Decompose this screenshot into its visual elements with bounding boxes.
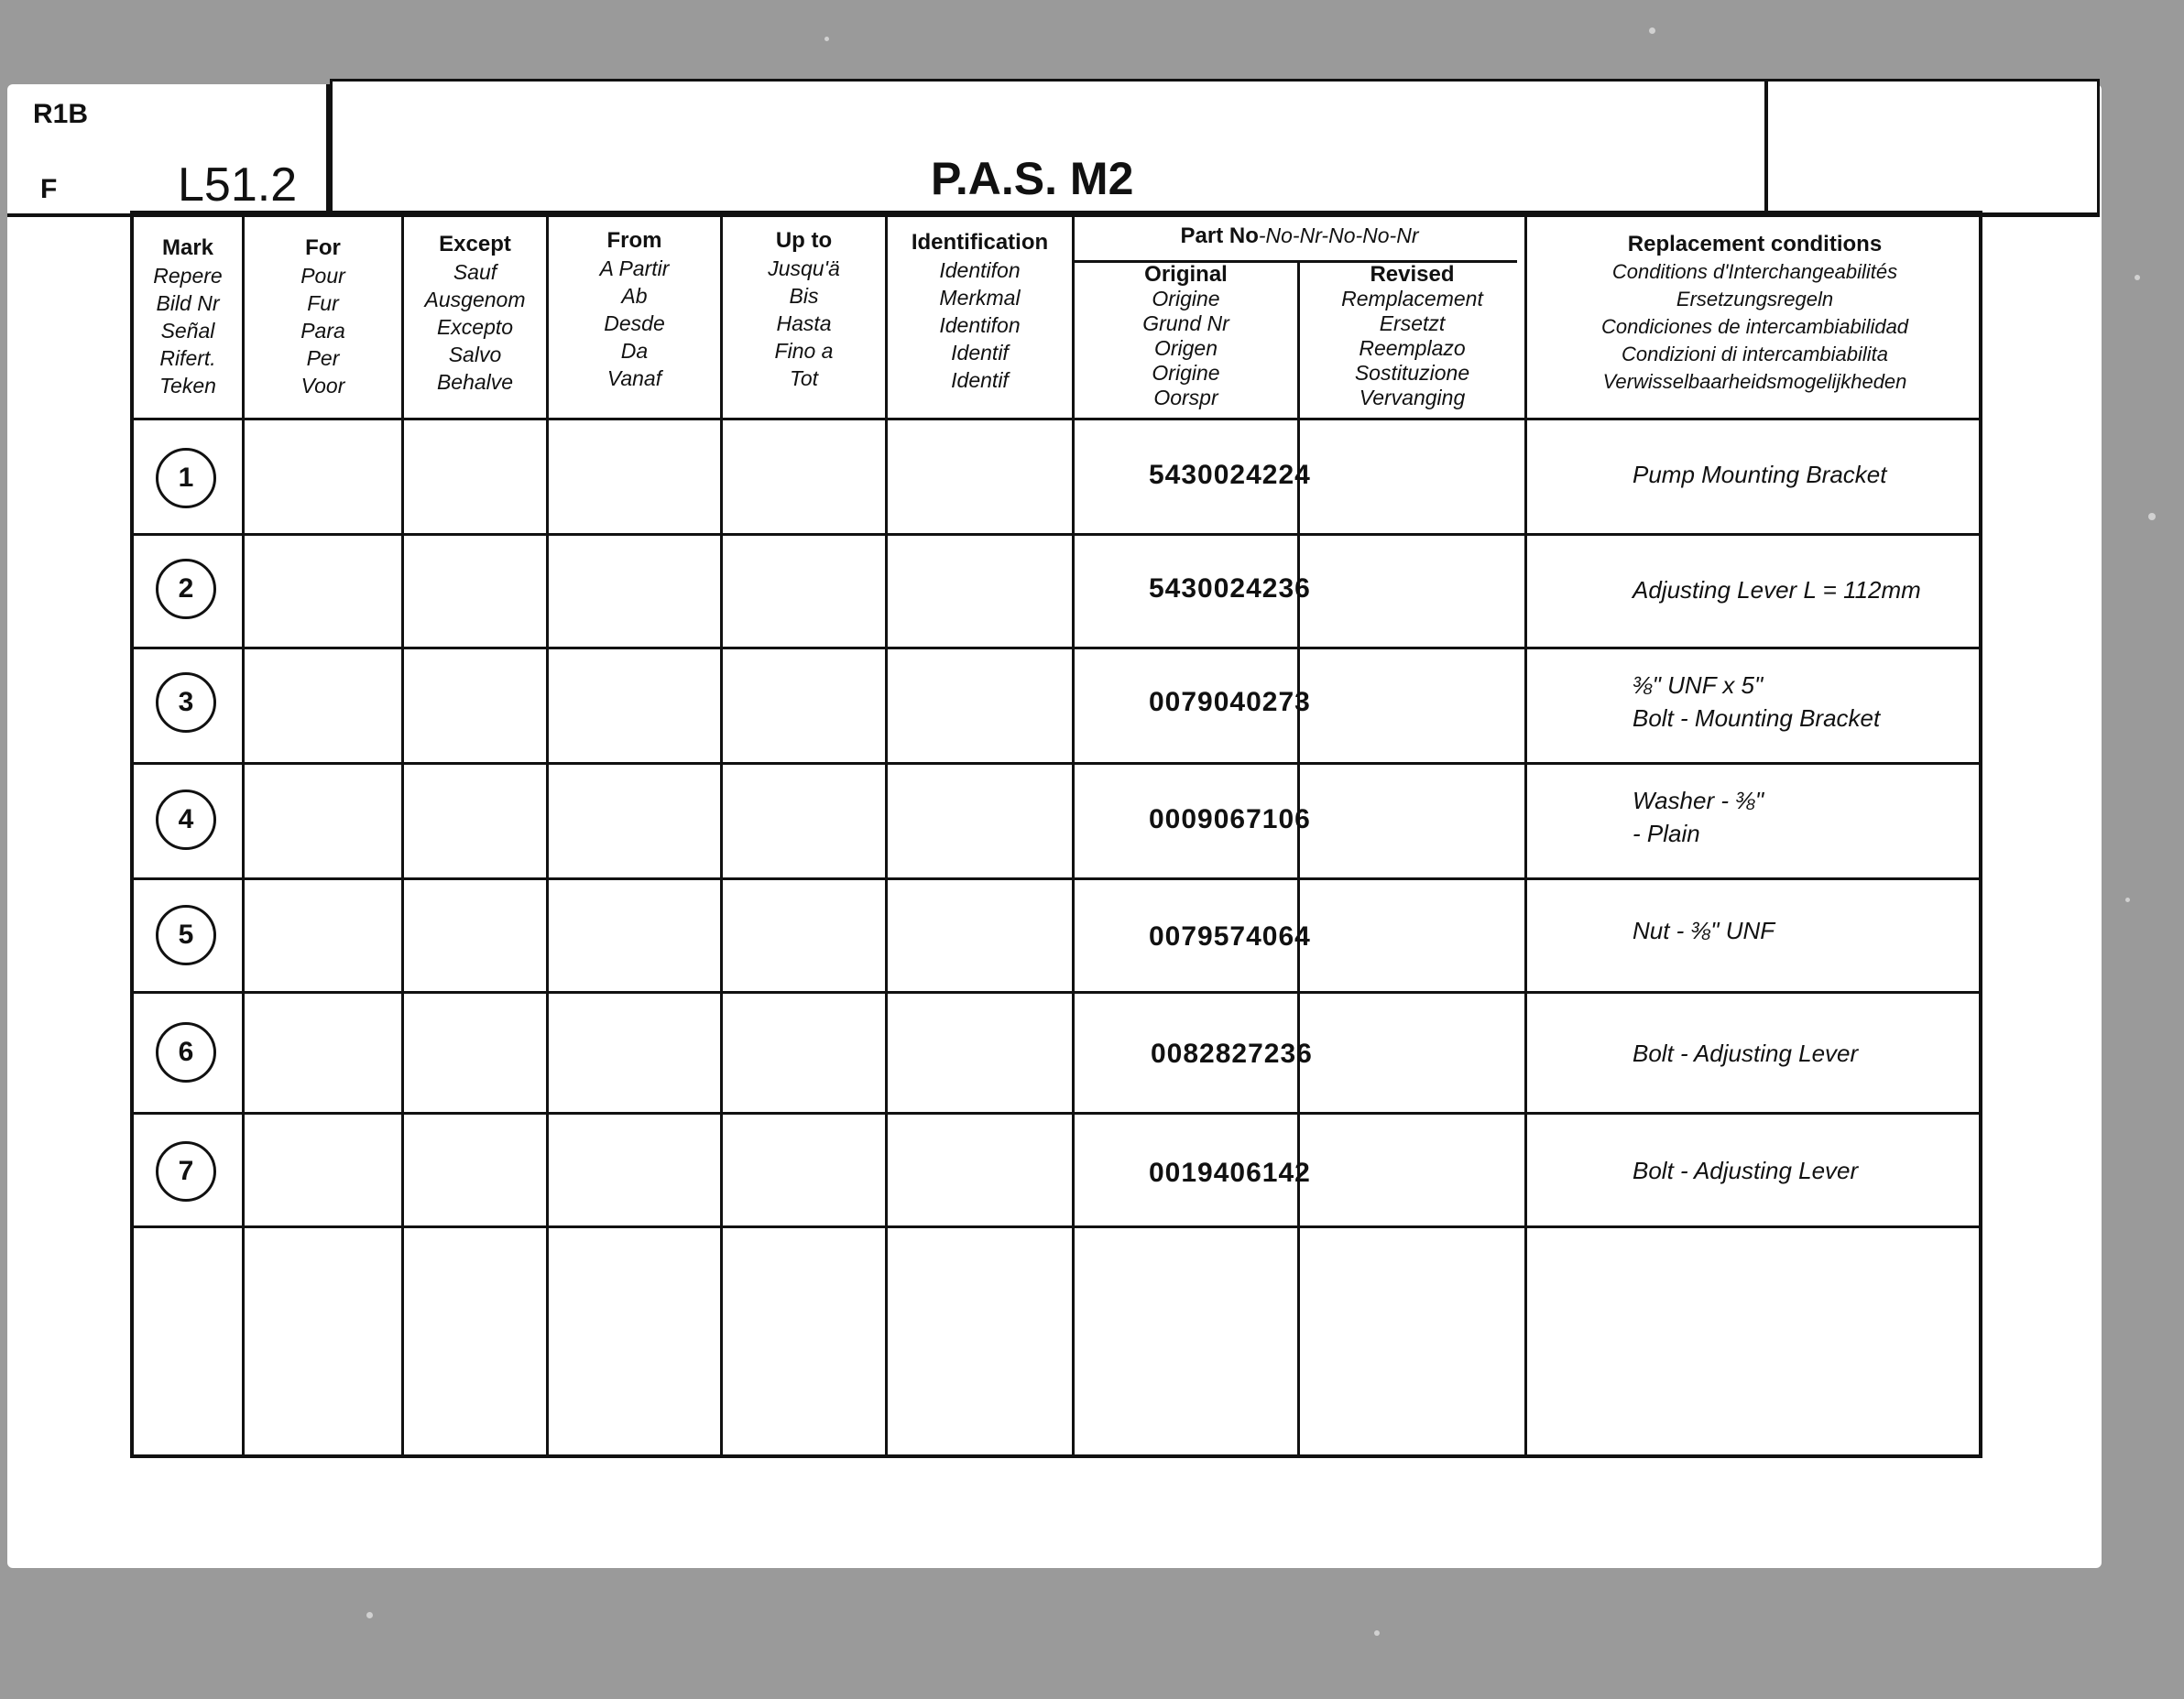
col-identification-header: Identification Identifon Merkmal Identifon Identif Identif: [911, 230, 1049, 392]
dust-speck: [2148, 513, 2156, 520]
part-description: Nut - ⅜" UNF: [1633, 917, 1775, 944]
col-from-header: From A Partir Ab Desde Da Vanaf: [599, 228, 670, 390]
part-number: 0079574064: [1149, 921, 1311, 952]
section-number: L51.2: [178, 158, 298, 212]
col-mark-header: Mark Repere Bild Nr Señal Rifert. Teken: [153, 235, 223, 398]
dust-speck: [366, 1612, 373, 1618]
mark-circle: 5: [156, 905, 216, 965]
part-description: Bolt - Adjusting Lever: [1633, 1157, 1859, 1184]
part-number: 0009067106: [1149, 804, 1311, 834]
part-number: 5430024224: [1149, 460, 1311, 490]
part-number: 5430024236: [1149, 573, 1311, 604]
mark-circle: 1: [156, 448, 216, 508]
col-partno-header: Part No-No-Nr-No-No-Nr: [1180, 223, 1419, 248]
part-description: ⅜" UNF x 5" Bolt - Mounting Bracket: [1633, 671, 1881, 732]
model-code: R1B: [33, 99, 89, 129]
part-number: 0019406142: [1149, 1158, 1311, 1188]
title-band: [330, 79, 2100, 217]
col-original-header: Original Origine Grund Nr Origen Origine Oorspr: [1142, 262, 1229, 409]
part-description: Bolt - Adjusting Lever: [1633, 1040, 1859, 1067]
dust-speck: [2135, 275, 2140, 280]
part-description: Pump Mounting Bracket: [1633, 461, 1887, 488]
col-for-header: For Pour Fur Para Per Voor: [300, 235, 345, 398]
mark-circle: 3: [156, 672, 216, 733]
part-number: 0082827236: [1151, 1039, 1313, 1069]
dust-speck: [1649, 27, 1655, 34]
col-except-header: Except Sauf Ausgenom Excepto Salvo Behalve: [424, 232, 526, 394]
parts-table: [130, 211, 1982, 1458]
dust-speck: [1374, 1630, 1380, 1636]
page-title: P.A.S. M2: [931, 153, 1134, 204]
col-upto-header: Up to Jusqu'ä Bis Hasta Fino a Tot: [768, 228, 840, 390]
dust-speck: [2125, 898, 2130, 902]
title-band-divider: [1764, 79, 1768, 217]
section-letter: F: [40, 174, 58, 204]
dust-speck: [824, 37, 829, 41]
mark-circle: 2: [156, 559, 216, 619]
mark-circle: 6: [156, 1022, 216, 1083]
part-description: Adjusting Lever L = 112mm: [1633, 576, 1921, 604]
part-description: Washer - ⅜" - Plain: [1633, 787, 1764, 847]
col-replacement-header: Replacement conditions Conditions d'Interchangeabilités Ersetzungsregeln Condiciones de intercambiabilidad Condizioni di intercambiabilita Verwisselbaarheidsmogelijkheden: [1600, 232, 1909, 393]
mark-circle: 4: [156, 790, 216, 850]
mark-circle: 7: [156, 1141, 216, 1202]
part-number: 0079040273: [1149, 687, 1311, 717]
col-revised-header: Revised Remplacement Ersetzt Reemplazo Sostituzione Vervanging: [1341, 262, 1483, 409]
